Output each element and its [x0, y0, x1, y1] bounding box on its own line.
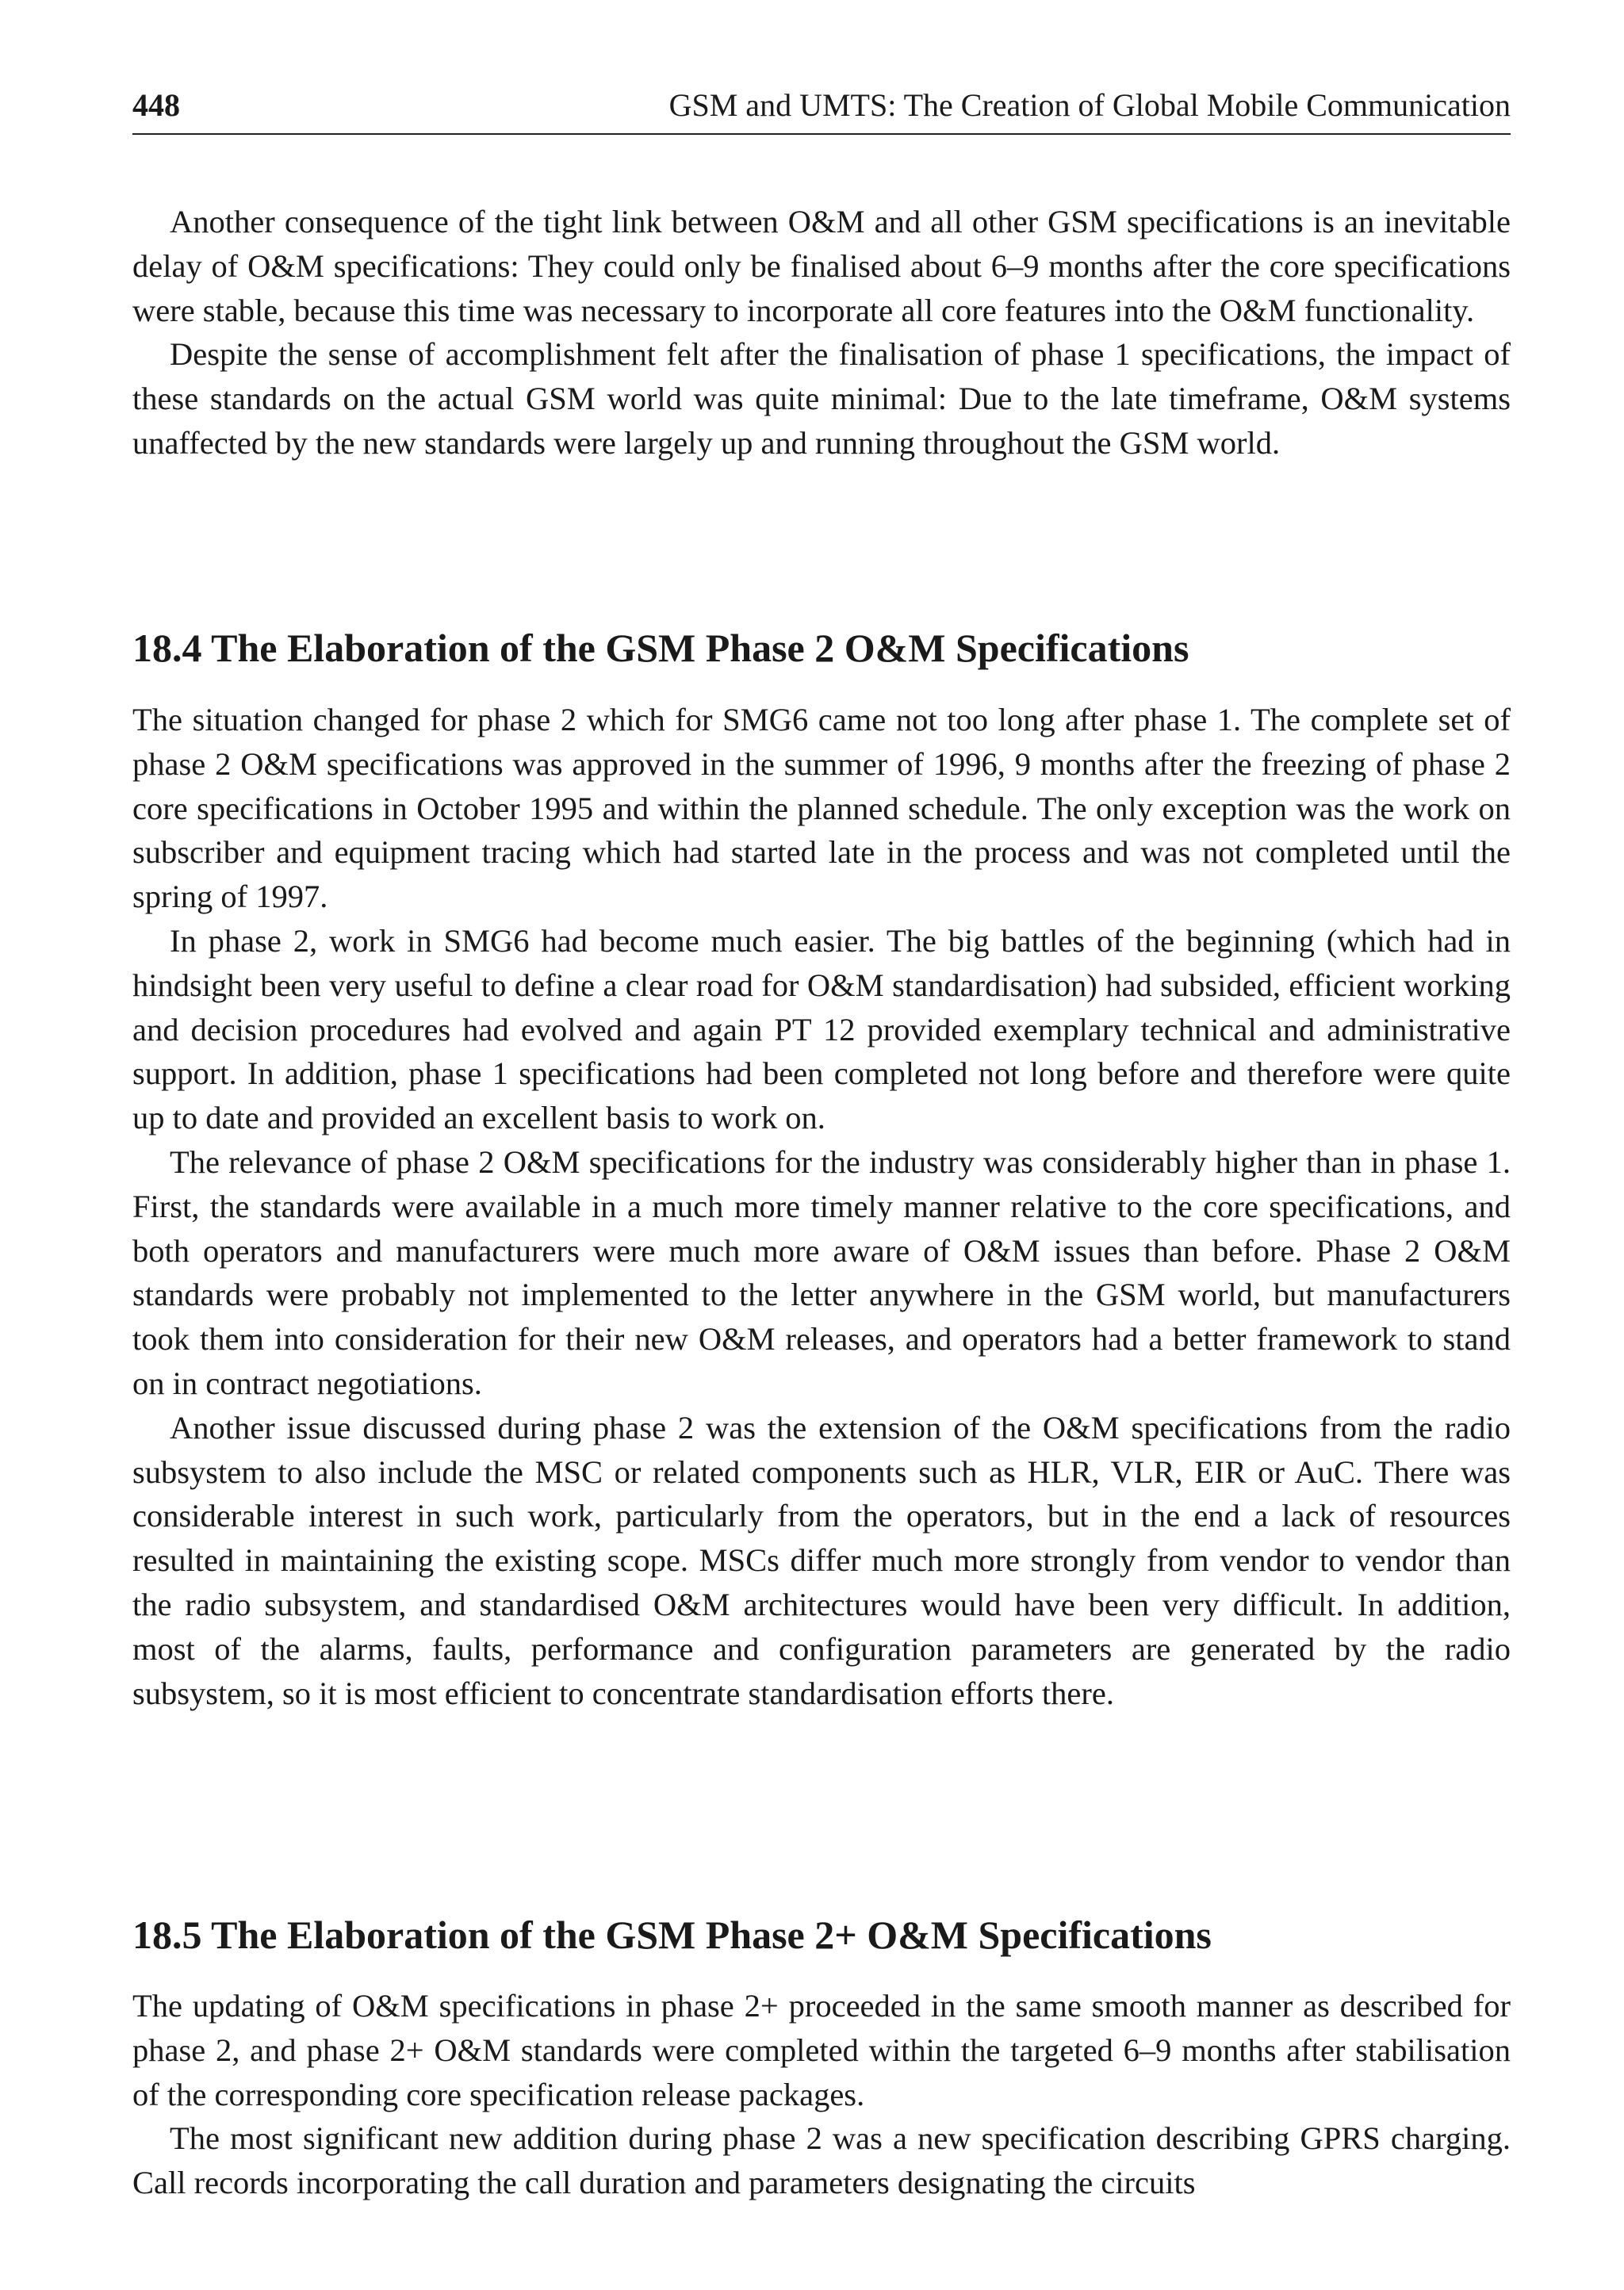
- section-heading-18-4: 18.4 The Elaboration of the GSM Phase 2 O&M Specifications: [132, 626, 1189, 670]
- running-book-title: GSM and UMTS: The Creation of Global Mobile Communication: [668, 87, 1511, 123]
- body-paragraph: The relevance of phase 2 O&M specifications for the industry was considerably higher than in phase 1. First, the standards were available in a much more timely manner relative to the core specifications, and both operators and manufacturers were much more aware of O&M issues than before. Phase 2 O&M standards were probably not implemented to the letter anywhere in the GSM world, but manufacturers took them into consideration for their new O&M releases, and operators had a better framework to stand on in contract negotiations.: [132, 1143, 1511, 1401]
- intro-text-block: [132, 200, 1511, 465]
- body-paragraph: Despite the sense of accomplishment felt after the finalisation of phase 1 specifications, the impact of these standards on the actual GSM world was quite minimal: Due to the late timeframe, O&M systems unaffected by the new standards were largely up and running throughout the GSM world.: [132, 336, 1511, 461]
- page-number: 448: [132, 87, 180, 123]
- section-18-4-text-block: [132, 698, 1511, 1715]
- body-paragraph: The situation changed for phase 2 which for SMG6 came not too long after phase 1. The complete set of phase 2 O&M specifications was approved in the summer of 1996, 9 months after the freezing of phase 2 core specifications in October 1995 and within the planned schedule. The only exception was the work on subscriber and equipment tracing which had started late in the process and was not completed until the spring of 1997.: [132, 702, 1511, 915]
- body-paragraph: Another issue discussed during phase 2 was the extension of the O&M specifications from the radio subsystem to also include the MSC or related components such as HLR, VLR, EIR or AuC. There was considerable interest in such work, particularly from the operators, but in the end a lack of resources resulted in maintaining the existing scope. MSCs differ much more strongly from vendor to vendor than the radio subsystem, and standardised O&M architectures would have been very difficult. In addition, most of the alarms, faults, performance and configuration parameters are generated by the radio subsystem, so it is most efficient to concentrate standardisation efforts there.: [132, 1409, 1511, 1711]
- running-header: [132, 78, 1511, 135]
- body-paragraph: In phase 2, work in SMG6 had become much easier. The big battles of the beginning (which had in hindsight been very useful to define a clear road for O&M standardisation) had subsided, efficient working and decision procedures had evolved and again PT 12 provided exemplary technical and administrative support. In addition, phase 1 specifications had been completed not long before and therefore were quite up to date and provided an excellent basis to work on.: [132, 922, 1511, 1136]
- section-18-5-text-block: [132, 1984, 1511, 2205]
- body-paragraph: The most significant new addition during phase 2 was a new specification describing GPRS charging. Call records incorporating the call duration and parameters designating the circuits: [132, 2120, 1511, 2201]
- body-paragraph: The updating of O&M specifications in phase 2+ proceeded in the same smooth manner as described for phase 2, and phase 2+ O&M standards were completed within the targeted 6–9 months after stabilisation of the corresponding core specification release packages.: [132, 1988, 1511, 2112]
- body-paragraph: Another consequence of the tight link between O&M and all other GSM specifications is an inevitable delay of O&M specifications: They could only be finalised about 6–9 months after the core specifications were stable, because this time was necessary to incorporate all core features into the O&M functionality.: [132, 204, 1511, 328]
- section-heading-18-5: 18.5 The Elaboration of the GSM Phase 2+ O&M Specifications: [132, 1913, 1212, 1957]
